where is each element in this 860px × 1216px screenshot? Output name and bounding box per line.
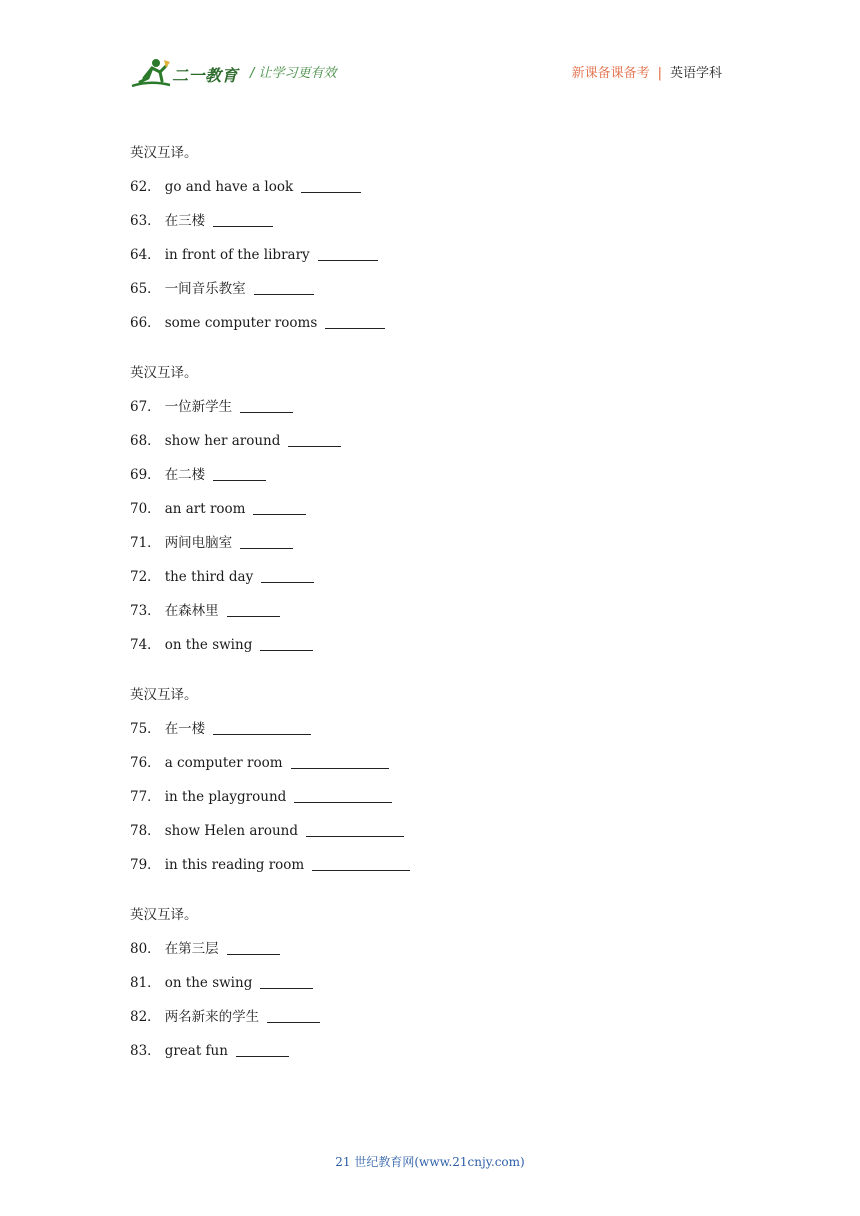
question-text: an art room	[164, 501, 246, 517]
answer-blank[interactable]	[213, 720, 311, 735]
answer-blank[interactable]	[288, 432, 341, 447]
question-text: 在第三层	[164, 941, 219, 957]
question-text: 一间音乐教室	[164, 281, 246, 297]
header-tag	[572, 62, 722, 81]
answer-blank[interactable]	[240, 398, 293, 413]
question-item	[130, 855, 730, 875]
question-number: 75．	[130, 721, 161, 737]
question-item	[130, 431, 730, 451]
question-text: 在一楼	[164, 721, 206, 737]
question-text: show her around	[164, 433, 281, 449]
question-item	[130, 177, 730, 197]
question-number: 80．	[130, 941, 161, 957]
question-item	[130, 719, 730, 739]
question-text: in the playground	[164, 789, 287, 805]
question-number: 66．	[130, 315, 161, 331]
question-item	[130, 1041, 730, 1061]
question-item	[130, 245, 730, 265]
question-number: 79．	[130, 857, 161, 873]
page-footer: 21 世纪教育网(www.21cnjy.com)	[335, 1155, 525, 1169]
answer-blank[interactable]	[294, 788, 392, 803]
header-subject: 英语学科	[669, 66, 722, 81]
answer-blank[interactable]	[260, 974, 313, 989]
question-text: show Helen around	[164, 823, 298, 839]
answer-blank[interactable]	[261, 568, 314, 583]
question-item	[130, 397, 730, 417]
answer-blank[interactable]	[254, 280, 314, 295]
answer-blank[interactable]	[301, 178, 361, 193]
answer-blank[interactable]	[291, 754, 389, 769]
page-header	[0, 0, 860, 110]
question-text: 两间电脑室	[164, 535, 233, 551]
exercise-section-2	[130, 363, 730, 655]
question-text: go and have a look	[164, 179, 294, 195]
question-text: some computer rooms	[164, 315, 318, 331]
answer-blank[interactable]	[236, 1042, 289, 1057]
question-number: 71．	[130, 535, 161, 551]
question-item	[130, 973, 730, 993]
header-tag-separator: |	[657, 66, 662, 81]
question-text: 在三楼	[164, 213, 206, 229]
question-number: 70．	[130, 501, 161, 517]
question-number: 76．	[130, 755, 161, 771]
question-item	[130, 601, 730, 621]
question-item	[130, 1007, 730, 1027]
exercise-section-3	[130, 685, 730, 875]
answer-blank[interactable]	[306, 822, 404, 837]
question-text: great fun	[164, 1043, 228, 1059]
answer-blank[interactable]	[227, 940, 280, 955]
section-title: 英汉互译。	[130, 145, 198, 161]
question-text: the third day	[164, 569, 254, 585]
question-item	[130, 313, 730, 333]
question-number: 68．	[130, 433, 161, 449]
question-number: 78．	[130, 823, 161, 839]
answer-blank[interactable]	[267, 1008, 320, 1023]
question-item	[130, 635, 730, 655]
question-item	[130, 787, 730, 807]
question-item	[130, 567, 730, 587]
exercise-section-1	[130, 143, 730, 333]
answer-blank[interactable]	[260, 636, 313, 651]
question-number: 72．	[130, 569, 161, 585]
question-text: in front of the library	[164, 247, 310, 263]
question-number: 64．	[130, 247, 161, 263]
question-text: 一位新学生	[164, 399, 233, 415]
brand-slogan: / 让学习更有效	[250, 66, 337, 81]
exercise-section-4	[130, 905, 730, 1061]
section-title: 英汉互译。	[130, 687, 198, 703]
question-text: a computer room	[164, 755, 283, 771]
question-item	[130, 821, 730, 841]
question-text: 在二楼	[164, 467, 206, 483]
question-text: 在森林里	[164, 603, 219, 619]
question-number: 82．	[130, 1009, 161, 1025]
header-tag-label: 新课备课备考	[571, 66, 650, 81]
question-item	[130, 211, 730, 231]
question-number: 67．	[130, 399, 161, 415]
answer-blank[interactable]	[213, 466, 266, 481]
question-number: 62．	[130, 179, 161, 195]
section-title: 英汉互译。	[130, 365, 198, 381]
answer-blank[interactable]	[240, 534, 293, 549]
answer-blank[interactable]	[213, 212, 273, 227]
question-number: 69．	[130, 467, 161, 483]
question-text: on the swing	[164, 975, 253, 991]
question-item	[130, 465, 730, 485]
section-title: 英汉互译。	[130, 907, 198, 923]
question-number: 63．	[130, 213, 161, 229]
answer-blank[interactable]	[227, 602, 280, 617]
question-text: 两名新来的学生	[164, 1009, 260, 1025]
question-number: 73．	[130, 603, 161, 619]
question-item	[130, 939, 730, 959]
brand-name: 二一教育	[172, 66, 239, 85]
question-text: on the swing	[164, 637, 253, 653]
question-text: in this reading room	[164, 857, 305, 873]
question-number: 74．	[130, 637, 161, 653]
question-item	[130, 499, 730, 519]
question-item	[130, 753, 730, 773]
answer-blank[interactable]	[325, 314, 385, 329]
question-number: 83．	[130, 1043, 161, 1059]
question-number: 77．	[130, 789, 161, 805]
answer-blank[interactable]	[312, 856, 410, 871]
exercise-content	[130, 143, 730, 1091]
answer-blank[interactable]	[253, 500, 306, 515]
question-number: 81．	[130, 975, 161, 991]
question-item	[130, 279, 730, 299]
answer-blank[interactable]	[318, 246, 378, 261]
question-number: 65．	[130, 281, 161, 297]
question-item	[130, 533, 730, 553]
